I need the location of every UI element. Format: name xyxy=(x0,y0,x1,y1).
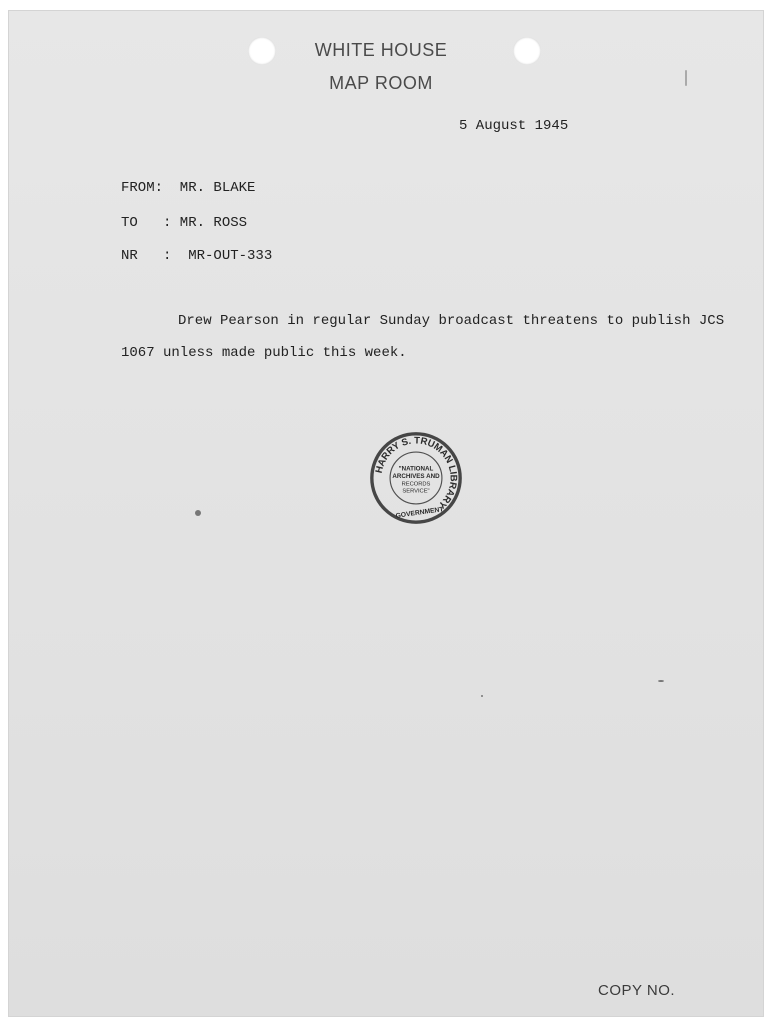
stamp-bottom-text: GOVERNMENT xyxy=(395,506,444,520)
document-date: 5 August 1945 xyxy=(459,118,569,134)
to-field: TO : MR. ROSS xyxy=(121,215,248,231)
stamp-center-line-4: SERVICE" xyxy=(402,488,430,495)
message-line-2: 1067 unless made public this week. xyxy=(121,345,407,361)
message-line-1: Drew Pearson in regular Sunday broadcast threatens to publish JCS xyxy=(178,313,725,329)
stamp-center-line-1: "NATIONAL xyxy=(398,465,434,473)
paper-speck xyxy=(481,695,483,697)
paper-speck xyxy=(195,510,201,516)
document-page xyxy=(8,10,764,1017)
letterhead-subtitle: MAP ROOM xyxy=(329,73,433,93)
paper-mark xyxy=(685,70,687,86)
letterhead-title: WHITE HOUSE xyxy=(314,40,448,60)
stamp-center-line-3: RECORDS xyxy=(401,481,431,488)
paper-speck xyxy=(658,680,664,682)
archive-stamp-seal xyxy=(368,430,464,526)
copy-number-label: COPY NO. xyxy=(598,982,676,999)
stamp-center-line-2: ARCHIVES AND xyxy=(392,473,440,480)
number-field: NR : MR-OUT-333 xyxy=(121,248,273,264)
from-field: FROM: MR. BLAKE xyxy=(121,180,256,196)
stamp-ring-text: HARRY S. TRUMAN LIBRARY xyxy=(373,435,459,511)
